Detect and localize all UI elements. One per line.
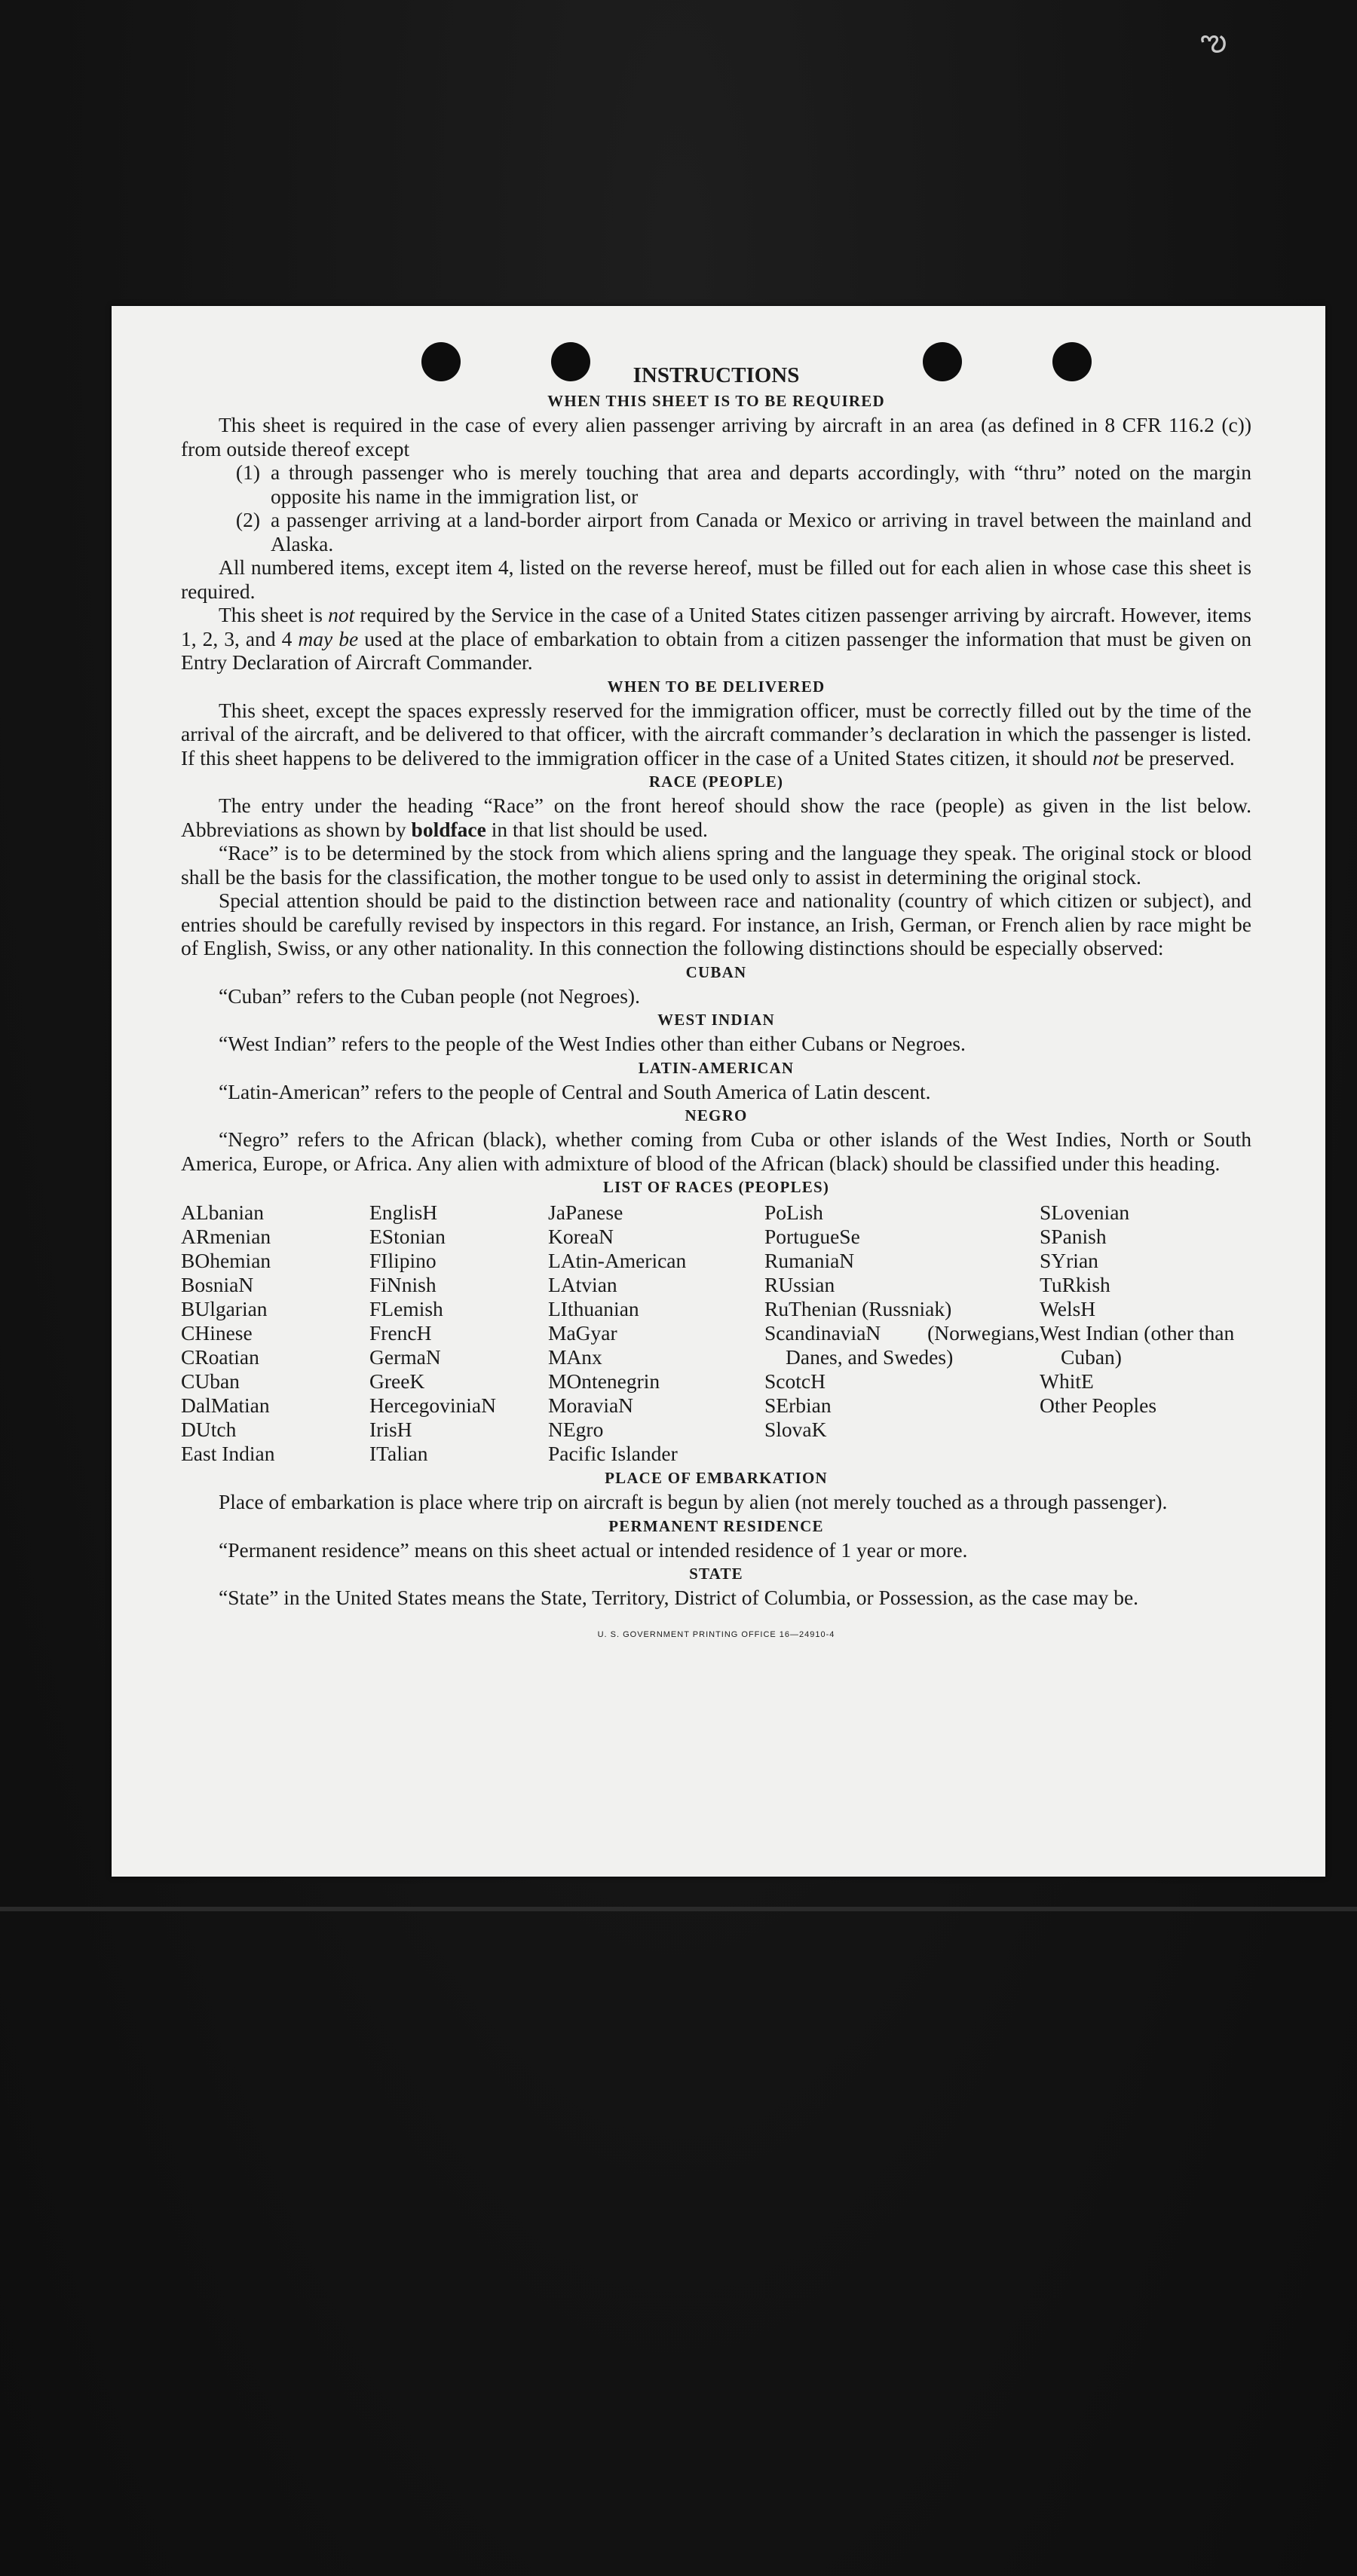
race-entry: MaGyar	[548, 1321, 617, 1345]
race-entry: DalMatian	[181, 1394, 270, 1417]
race-entry: PoLish	[764, 1201, 823, 1224]
race-paragraph-2: “Race” is to be determined by the stock from which aliens spring and the language they speak. The original stock or blood shall be the basis for the classification, the mother tongue to be used only to assist in determining the original stock.	[181, 841, 1251, 889]
race-entry: CHinese	[181, 1321, 253, 1345]
race-entry: JaPanese	[548, 1201, 623, 1224]
exception-item-1	[181, 460, 1251, 508]
exception-number: (1)	[235, 460, 260, 484]
instruction-sheet	[112, 306, 1325, 1877]
race-entry: FIlipino	[369, 1249, 437, 1272]
race-entry: IrisH	[369, 1418, 412, 1441]
race-entry: EStonian	[369, 1225, 446, 1248]
race-entry: RumaniaN	[764, 1249, 855, 1272]
negro-heading: NEGRO	[685, 1106, 748, 1124]
place-of-embarkation-heading: PLACE OF EMBARKATION	[605, 1469, 828, 1487]
race-entry: DUtch	[181, 1418, 237, 1441]
race-entry: LAtvian	[548, 1273, 617, 1296]
exception-item-2	[181, 508, 1251, 555]
page-title: INSTRUCTIONS	[633, 363, 800, 387]
race-entry: FrencH	[369, 1321, 432, 1345]
race-entry: SPanish	[1040, 1225, 1107, 1248]
race-entry: BOhemian	[181, 1249, 271, 1272]
race-entry: ScotcH	[764, 1369, 826, 1393]
cuban-text: “Cuban” refers to the Cuban people (not Negroes).	[219, 984, 640, 1008]
race-paragraph-1: The entry under the heading “Race” on the front hereof should show the race (people) as given in the list below. Abbreviations as shown by boldface in that list should be used.	[181, 794, 1251, 841]
races-column-5	[1040, 1201, 1251, 1466]
races-column-3	[548, 1201, 764, 1466]
when-required-intro: This sheet is required in the case of every alien passenger arriving by aircraft in an area (as defined in 8 CFR 116.2 (c)) from outside thereof except	[181, 413, 1251, 460]
race-entry: ALbanian	[181, 1201, 264, 1224]
race-entry: ARmenian	[181, 1225, 271, 1248]
corner-mark: ఌ	[1200, 23, 1227, 57]
negro-text: “Negro” refers to the African (black), whether coming from Cuba or other islands of the West Indies, North or South America, Europe, or Africa. Any alien with admixture of blood of the African (black) should be classified under this heading.	[181, 1127, 1251, 1175]
latin-american-heading: LATIN-AMERICAN	[638, 1058, 795, 1077]
race-entry: Pacific Islander	[548, 1442, 678, 1465]
race-entry: East Indian	[181, 1442, 275, 1465]
race-entry: Other Peoples	[1040, 1394, 1157, 1417]
cuban-heading: CUBAN	[685, 962, 747, 981]
race-entry: SlovaK	[764, 1418, 827, 1441]
list-of-races-heading: LIST OF RACES (PEOPLES)	[602, 1178, 830, 1196]
state-text: “State” in the United States means the State, Territory, District of Columbia, or Possession, as the case may be.	[219, 1586, 1139, 1609]
races-table	[181, 1201, 1251, 1466]
exception-number: (2)	[235, 508, 260, 531]
race-entry: LAtin-American	[548, 1249, 687, 1272]
printing-office-footer: U. S. GOVERNMENT PRINTING OFFICE 16—24910-4	[597, 1629, 835, 1639]
permanent-residence-text: “Permanent residence” means on this sheet actual or intended residence of 1 year or more.	[219, 1537, 968, 1562]
numbered-items-paragraph: All numbered items, except item 4, listed on the reverse hereof, must be filled out for each alien in whose case this sheet is required.	[181, 555, 1251, 603]
race-entry: CUban	[181, 1369, 240, 1393]
permanent-residence-heading: PERMANENT RESIDENCE	[608, 1516, 824, 1535]
race-entry: SYrian	[1040, 1249, 1098, 1272]
race-entry: WelsH	[1040, 1297, 1096, 1320]
race-entry: KoreaN	[548, 1225, 614, 1248]
race-entry: GermaN	[369, 1345, 441, 1369]
latin-american-text: “Latin-American” refers to the people of Central and South America of Latin descent.	[219, 1079, 931, 1103]
scan-band	[0, 1907, 1357, 1911]
race-heading: RACE (PEOPLE)	[648, 772, 784, 791]
races-column-1	[181, 1201, 369, 1466]
race-entry: RUssian	[764, 1273, 835, 1296]
race-entry: FiNnish	[369, 1273, 437, 1296]
races-column-2	[369, 1201, 548, 1466]
race-entry: BUlgarian	[181, 1297, 268, 1320]
race-entry: EnglisH	[369, 1201, 438, 1224]
race-entry: HercegoviniaN	[369, 1394, 496, 1417]
race-entry: ScandinaviaN (Norwegians, Danes, and Swedes)	[764, 1321, 1040, 1369]
race-entry: MoraviaN	[548, 1394, 634, 1417]
race-entry: GreeK	[369, 1369, 425, 1393]
sheet-content	[181, 362, 1251, 1647]
state-heading: STATE	[689, 1565, 743, 1583]
exception-text: a passenger arriving at a land-border airport from Canada or Mexico or arriving in travel between the mainland and Alaska.	[271, 508, 1251, 555]
race-entry: MAnx	[548, 1345, 602, 1369]
race-entry: ITalian	[369, 1442, 428, 1465]
when-delivered-heading: WHEN TO BE DELIVERED	[607, 677, 826, 696]
race-entry: SErbian	[764, 1394, 832, 1417]
race-entry: TuRkish	[1040, 1273, 1110, 1296]
race-entry: NEgro	[548, 1418, 604, 1441]
race-entry: WhitE	[1040, 1369, 1094, 1393]
race-entry: RuThenian (Russniak)	[764, 1297, 952, 1320]
exception-text: a through passenger who is merely touching that area and departs accordingly, with “thru” noted on the margin opposite his name in the immigration list, or	[271, 460, 1251, 508]
race-entry: BosniaN	[181, 1273, 254, 1296]
when-delivered-text: This sheet, except the spaces expressly reserved for the immigration officer, must be correctly filled out by the time of the arrival of the aircraft, and be delivered to that officer, with the aircraft commander’s declaration in which the passenger is listed. If this sheet happens to be delivered to the immigration officer in the case of a United States citizen, it should not be preserved.	[181, 698, 1251, 769]
west-indian-text: “West Indian” refers to the people of the West Indies other than either Cubans or Negroes.	[219, 1032, 966, 1055]
race-entry: SLovenian	[1040, 1201, 1130, 1224]
race-entry: CRoatian	[181, 1345, 259, 1369]
place-of-embarkation-text: Place of embarkation is place where trip on aircraft is begun by alien (not merely touched as a through passenger).	[219, 1490, 1168, 1513]
race-entry: LIthuanian	[548, 1297, 639, 1320]
race-paragraph-3: Special attention should be paid to the distinction between race and nationality (country of which citizen or subject), and entries should be carefully revised by inspectors in this regard. For instance, an Irish, German, or French alien by race might be of English, Swiss, or any other nationality. In this connection the following distinctions should be especially observed:	[181, 889, 1251, 959]
race-entry: FLemish	[369, 1297, 443, 1320]
race-entry: West Indian (other than Cuban)	[1040, 1321, 1235, 1369]
when-required-heading: WHEN THIS SHEET IS TO BE REQUIRED	[547, 392, 885, 410]
race-entry: MOntenegrin	[548, 1369, 660, 1393]
west-indian-heading: WEST INDIAN	[657, 1011, 775, 1029]
races-column-4	[764, 1201, 1040, 1466]
citizen-paragraph: This sheet is not required by the Service in the case of a United States citizen passenger arriving by aircraft. However, items 1, 2, 3, and 4 may be used at the place of embarkation to obtain from a citizen passenger the information that must be given on Entry Declaration of Aircraft Commander.	[181, 603, 1251, 674]
race-entry: PortugueSe	[764, 1225, 860, 1248]
